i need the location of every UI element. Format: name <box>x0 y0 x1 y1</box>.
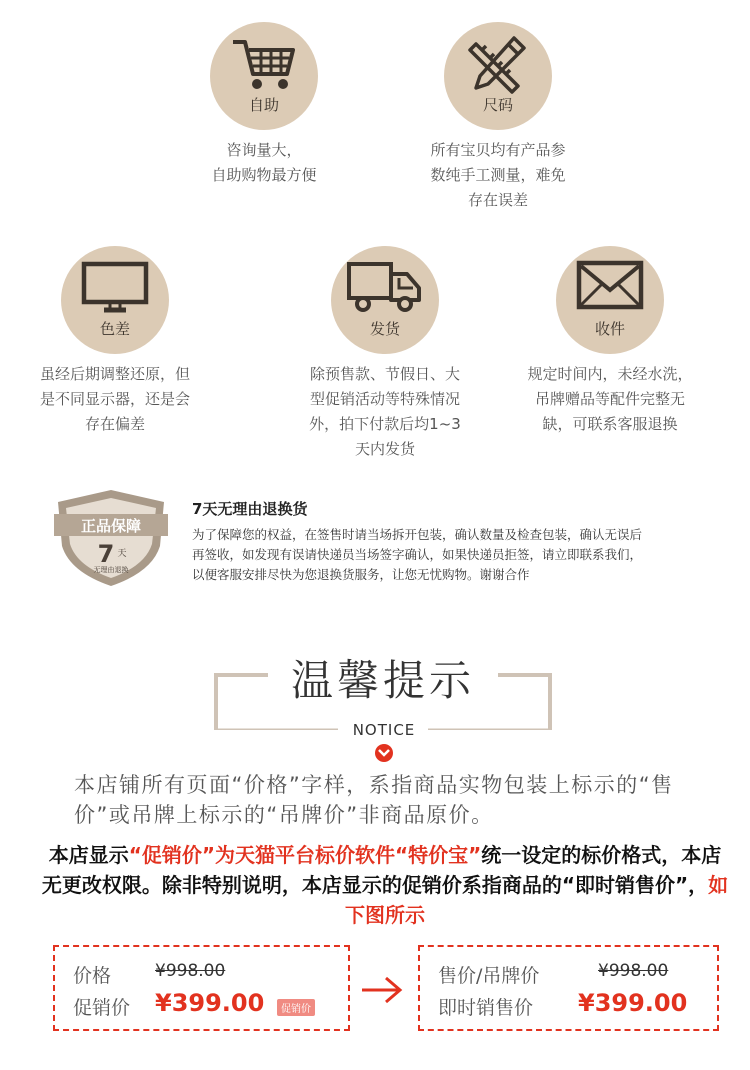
feature-circle <box>210 22 318 130</box>
shopping-cart-icon <box>231 36 297 92</box>
promo-price-label: 促销价 <box>73 997 131 1019</box>
feature-circle <box>556 246 664 354</box>
instant-price: ¥399.00 <box>578 989 688 1017</box>
instant-price-label: 即时销售价 <box>438 997 534 1019</box>
guarantee-body: 为了保障您的权益，在签售时请当场拆开包装，确认数量及检查包装，确认无误后 再签收，如发现有误请快递员当场签字确认，如果快递员拒签，请立即联系我们， 以便客服安排尽快为您退换货服务，让您无忧购物。谢谢合作 <box>192 527 643 582</box>
feature-circle <box>61 246 169 354</box>
tips-paragraph-2: 本店显示“促销价”为天猫平台标价软件“特价宝”统一设定的标价格式，本店无更改权限。除非特别说明，本店显示的促销价系指商品的“即时销售价”，如下图所示 <box>41 843 729 927</box>
badge-number: 7 <box>97 540 115 568</box>
envelope-icon <box>576 260 644 312</box>
badge-unit: 天 <box>117 549 127 559</box>
feature-description: 咨询量大， 自助购物最方便 <box>211 141 317 184</box>
feature-description: 虽经后期调整还原，但 是不同显示器，还是会 存在偏差 <box>39 365 190 433</box>
tag-price-label: 售价/吊牌价 <box>438 965 540 987</box>
price-example-left <box>53 945 350 1031</box>
price-label: 价格 <box>73 965 112 987</box>
feature-self-service <box>189 22 339 188</box>
tips-header <box>210 640 556 750</box>
delivery-truck-icon <box>347 260 423 314</box>
feature-description: 所有宝贝均有产品参 数纯手工测量，难免 存在误差 <box>430 141 566 209</box>
feature-label: 收件 <box>594 320 625 338</box>
feature-color-difference <box>15 246 215 437</box>
feature-description: 规定时间内，未经水洗， 吊牌赠品等配件完整无 缺，可联系客服退换 <box>527 365 693 433</box>
feature-label: 发货 <box>369 320 400 338</box>
guarantee-badge <box>52 488 170 588</box>
feature-shipping <box>290 246 480 462</box>
arrow-right-icon <box>360 975 404 1005</box>
chevron-down-icon <box>375 744 393 762</box>
promo-tag: 促销价 <box>277 999 315 1016</box>
feature-receipt <box>510 246 710 437</box>
badge-top-text: 正品保障 <box>80 517 142 535</box>
feature-size <box>398 22 598 213</box>
tips-title: 温馨提示 <box>290 656 475 705</box>
feature-label: 色差 <box>99 320 130 338</box>
promo-price: ¥399.00 <box>155 989 265 1017</box>
feature-label: 自助 <box>248 96 279 114</box>
price-example-right <box>418 945 719 1031</box>
feature-circle <box>331 246 439 354</box>
ruler-pencil-icon <box>468 36 528 94</box>
feature-circle <box>444 22 552 130</box>
monitor-icon <box>80 260 150 316</box>
original-price: ¥998.00 <box>598 961 669 981</box>
feature-description: 除预售款、节假日、大 型促销活动等特殊情况 外，拍下付款后均1~3 天内发货 <box>309 365 461 458</box>
guarantee-text <box>192 498 750 585</box>
badge-bottom-text: 无理由退换 <box>93 566 129 574</box>
feature-label: 尺码 <box>482 96 513 114</box>
return-guarantee <box>52 488 750 588</box>
tips-paragraph-1: 本店铺所有页面“价格”字样，系指商品实物包装上标示的“售价”或吊牌上标示的“吊牌价”非商品原价。 <box>74 773 674 827</box>
guarantee-title: 7天无理由退换货 <box>192 500 308 518</box>
notice-label: NOTICE <box>346 721 422 739</box>
original-price: ¥998.00 <box>155 961 226 981</box>
